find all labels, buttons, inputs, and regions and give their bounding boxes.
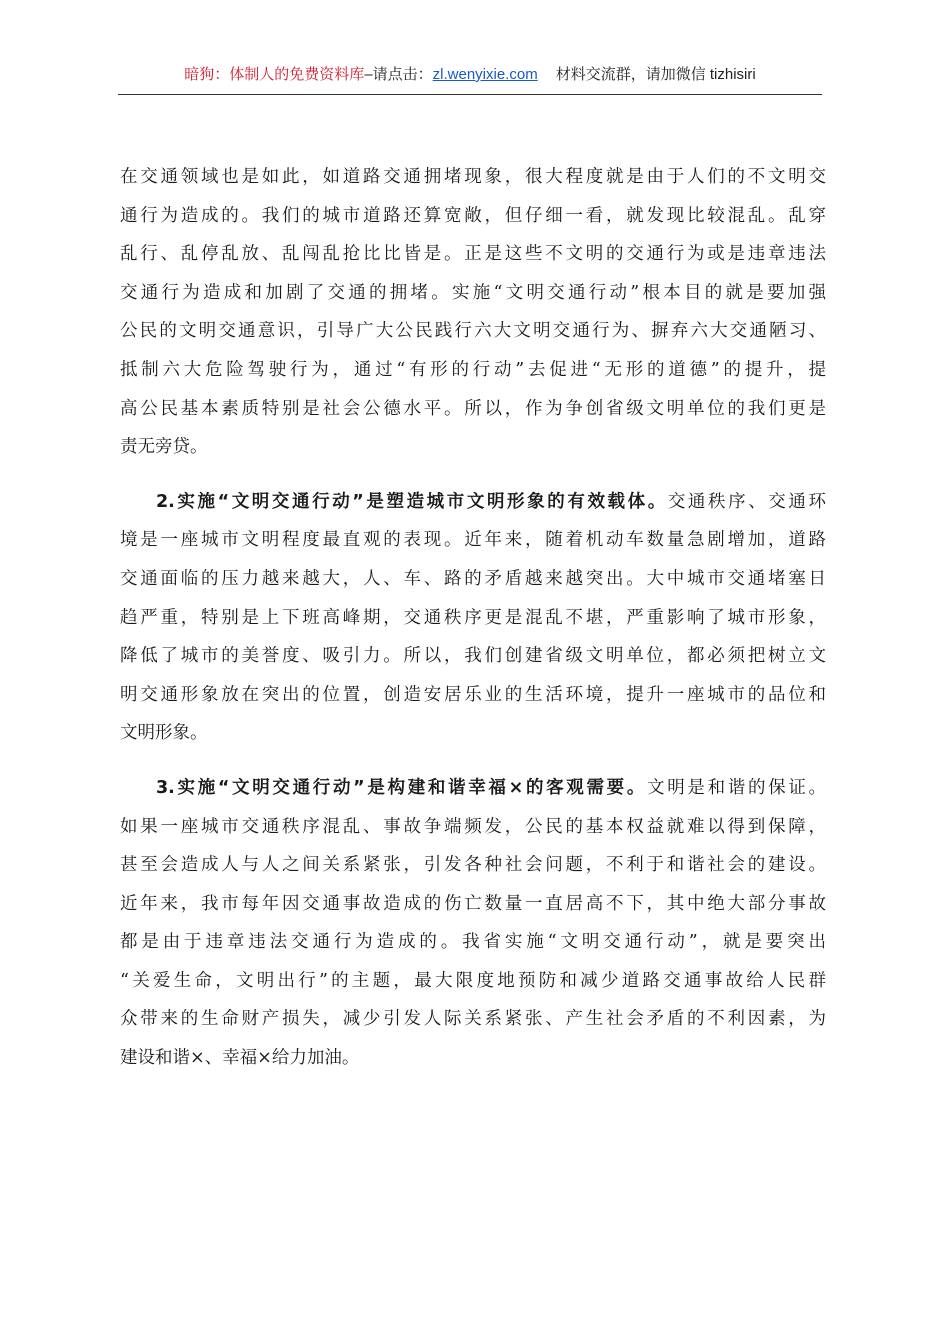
paragraph-2	[120, 483, 826, 753]
header-click-prompt: –请点击：	[364, 66, 433, 83]
text-line: 交通行为造成和加剧了交通的拥堵。实施“文明交通行动”根本目的就是要加强	[120, 282, 826, 303]
text-line: 近年来，我市每年因交通事故造成的伤亡数量一直居高不下，其中绝大部分事故	[120, 893, 826, 914]
text-line: 乱行、乱停乱放、乱闯乱抢比比皆是。正是这些不文明的交通行为或是违章违法	[120, 244, 826, 265]
text-line: 抵制六大危险驾驶行为，通过“有形的行动”去促进“无形的道德”的提升，提	[120, 359, 826, 380]
text-line: 甚至会造成人与人之间关系紧张，引发各种社会问题，不利于和谐社会的建设。	[120, 855, 826, 876]
paragraph-gap	[120, 753, 826, 769]
text-line: “关爱生命，文明出行”的主题，最大限度地预防和减少道路交通事故给人民群	[120, 970, 826, 991]
text-line: 都是由于违章违法交通行为造成的。我省实施“文明交通行动”，就是要突出	[120, 932, 826, 953]
text-line: 降低了城市的美誉度、吸引力。所以，我们创建省级文明单位，都必须把树立文	[120, 646, 826, 667]
paragraph-1	[120, 158, 826, 467]
text-run: 文明是和谐的保证。	[647, 777, 827, 798]
text-line: 责无旁贷。	[120, 437, 208, 458]
header-url-link[interactable]: zl.wenyixie.com	[432, 66, 538, 83]
text-line: 建设和谐×、幸福×给力加油。	[120, 1048, 360, 1069]
text-line: 趋严重，特别是上下班高峰期，交通秩序更是混乱不堪，严重影响了城市形象，	[120, 607, 826, 628]
paragraph-gap	[120, 467, 826, 483]
text-line: 文明形象。	[120, 723, 208, 744]
text-line: 在交通领域也是如此，如道路交通拥堵现象，很大程度就是由于人们的不文明交	[120, 167, 826, 187]
text-run: 交通秩序、交通环	[667, 491, 827, 512]
section-heading: 2.实施“文明交通行动”是塑造城市文明形象的有效载体。	[156, 491, 668, 512]
text-line: 明交通形象放在突出的位置，创造安居乐业的生活环境，提升一座城市的品位和	[120, 684, 826, 705]
page-header	[118, 62, 822, 95]
text-line: 如果一座城市交通秩序混乱、事故争端频发，公民的基本权益就难以得到保障，	[120, 816, 826, 837]
header-wechat-note: 材料交流群，请加微信 tizhisiri	[555, 66, 756, 83]
text-line: 通行为造成的。我们的城市道路还算宽敞，但仔细一看，就发现比较混乱。乱穿	[120, 205, 826, 226]
body-text	[120, 158, 826, 1078]
text-line: 众带来的生命财产损失，减少引发人际关系紧张、产生社会矛盾的不利因素，为	[120, 1009, 826, 1030]
text-line: 高公民基本素质特别是社会公德水平。所以，作为争创省级文明单位的我们更是	[120, 398, 826, 419]
paragraph-3	[120, 769, 826, 1078]
text-line: 公民的文明交通意识，引导广大公民践行六大文明交通行为、摒弃六大交通陋习、	[120, 321, 826, 342]
text-line	[120, 769, 826, 808]
section-heading: 3.实施“文明交通行动”是构建和谐幸福×的客观需要。	[156, 777, 648, 798]
text-line: 境是一座城市文明程度最直观的表现。近年来，随着机动车数量急剧增加，道路	[120, 530, 826, 551]
text-line: 交通面临的压力越来越大，人、车、路的矛盾越来越突出。大中城市交通堵塞日	[120, 568, 826, 589]
header-brand: 暗狗：体制人的免费资料库	[184, 66, 365, 83]
text-line	[120, 483, 826, 522]
